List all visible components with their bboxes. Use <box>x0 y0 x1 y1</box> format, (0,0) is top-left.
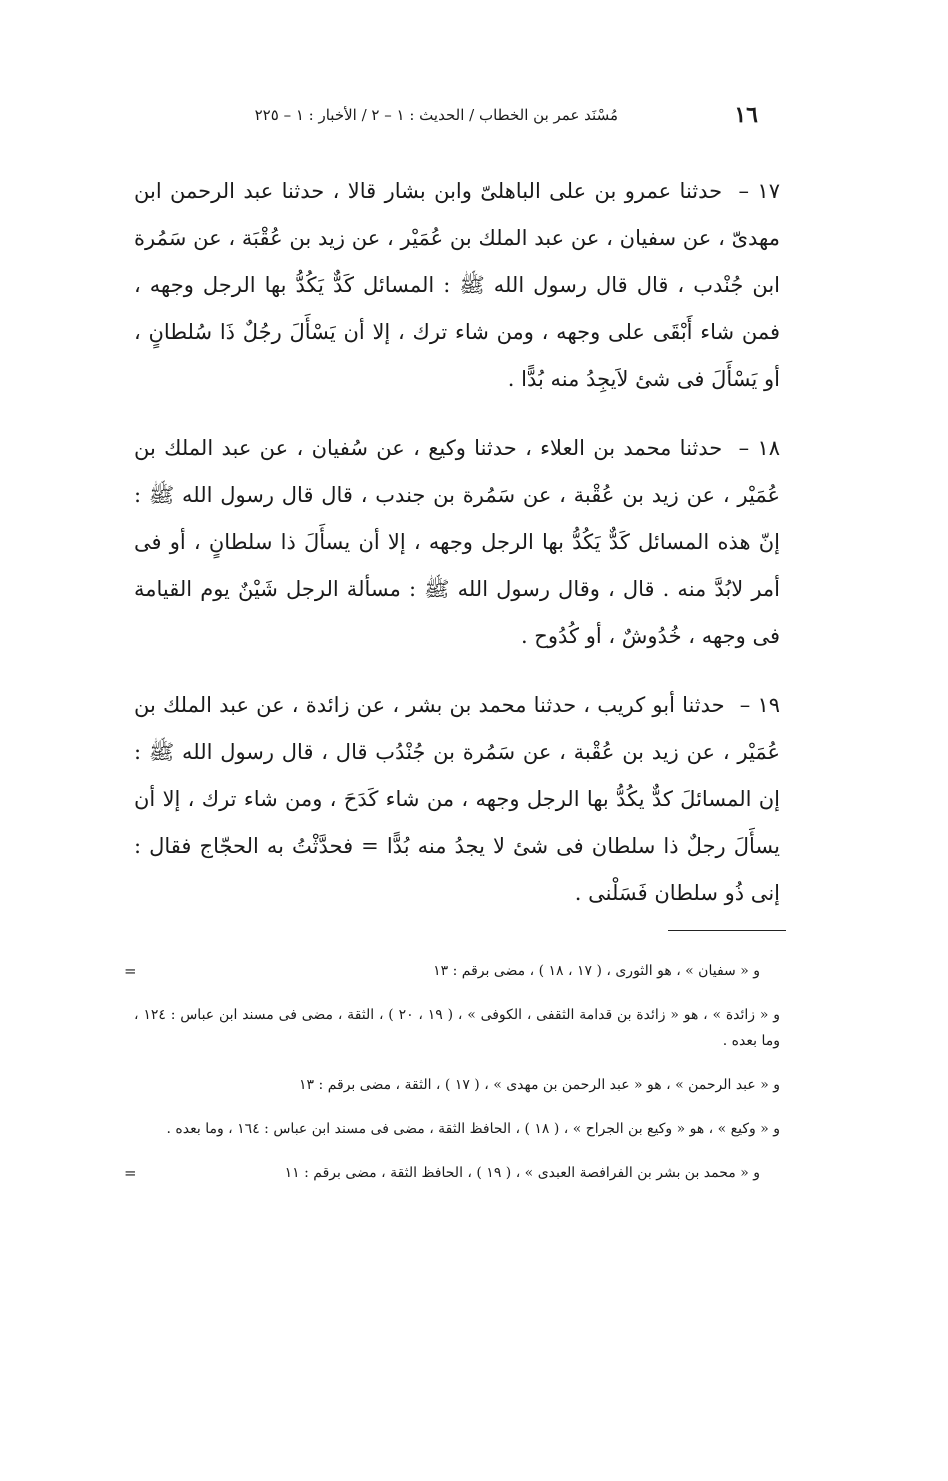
page-header <box>168 98 758 132</box>
footnote-text: و « زائدة » ، هو « زائدة بن قدامة الثقفى ، الكوفى » ، ( ١٩ ، ٢٠ ) ، الثقة ، مضى فى مسند ابن عباس : ١٢٤ ، وما بعده . <box>134 1007 780 1049</box>
hadith-number: ١٧ – <box>738 179 780 203</box>
continuation-mark: = <box>124 1164 137 1182</box>
main-text <box>134 168 780 939</box>
hadith-text: حدثنا أبو كريب ، حدثنا محمد بن بشر ، عن زائدة ، عن عبد الملك بن عُمَيْر ، عن زيد بن عُقْبة ، عن سَمُرة بن جُنْدُب قال ، قال رسول الله ﷺ : إن المسائلَ كدٌّ يكُدُّ بها الرجل وجهه ، من شاء كَدَحَ ، ومن شاء ترك ، إلا أن يسأَلَ رجلٌ ذا سلطان فى شئ لا يجدُ منه بُدًّا = فحدَّثْتُ به الحجّاج فقال : إنى ذُو سلطان فَسَلْنى . <box>134 693 780 905</box>
footnote-abdulrahman <box>134 1072 780 1098</box>
hadith-19 <box>134 682 780 917</box>
hadith-text: حدثنا عمرو بن على الباهلىّ وابن بشار قالا ، حدثنا عبد الرحمن ابن مهدىّ ، عن سفيان ، عن عبد الملك بن عُمَيْر ، عن زيد بن عُقْبَة ، عن سَمُرة ابن جُنْدب ، قال قال رسول الله ﷺ : المسائل كَدٌّ يَكُدُّ بها الرجل وجهه ، فمن شاء أَبْقَى على وجهه ، ومن شاء ترك ، إلا أن يَسْأَلَ رجُلٌ ذَا سُلطانٍ ، أو يَسْأَلَ فى شئ لاَيجِدُ منه بُدًّا . <box>134 179 780 391</box>
footnote-waki <box>134 1116 780 1142</box>
page-number: ١٦ <box>734 102 758 128</box>
footnote-text: و « سفيان » ، هو الثورى ، ( ١٧ ، ١٨ ) ، مضى برقم : ١٣ <box>433 963 760 979</box>
hadith-18 <box>134 425 780 660</box>
hadith-number: ١٨ – <box>738 436 780 460</box>
footnote-divider <box>668 930 786 931</box>
running-title: مُسْنَد عمر بن الخطاب / الحديث : ١ – ٢ / الأخبار : ١ – ٢٢٥ <box>254 106 618 124</box>
hadith-number: ١٩ – <box>739 693 780 717</box>
hadith-text: حدثنا محمد بن العلاء ، حدثنا وكيع ، عن سُفيان ، عن عبد الملك بن عُمَيْر ، عن زيد بن عُقْبة ، عن سَمُرة بن جندب ، قال قال رسول الله ﷺ : إنّ هذه المسائل كَدٌّ يَكُدُّ بها الرجل وجهه ، إلا أن يسأَلَ ذا سلطانٍ ، أو فى أمر لابُدَّ منه . قال ، وقال رسول الله ﷺ : مسألة الرجل شَيْنٌ يوم القيامة فى وجهه ، خُدُوشٌ ، أو كُدُوح . <box>134 436 780 648</box>
footnotes <box>124 958 780 1204</box>
footnote-zaida <box>134 1002 780 1054</box>
footnote-text: و « وكيع » ، هو « وكيع بن الجراح » ، ( ١٨ ) ، الحافظ الثقة ، مضى فى مسند ابن عباس : ١٦٤ ، وما بعده . <box>166 1121 780 1137</box>
footnote-text: و « عبد الرحمن » ، هو « عبد الرحمن بن مهدى » ، ( ١٧ ) ، الثقة ، مضى برقم : ١٣ <box>299 1077 780 1093</box>
continuation-mark: = <box>124 962 137 980</box>
hadith-17 <box>134 168 780 403</box>
footnote-muhammad-bishr <box>124 1160 780 1186</box>
footnote-text: و « محمد بن بشر بن الفرافصة العبدى » ، ( ١٩ ) ، الحافظ الثقة ، مضى برقم : ١١ <box>284 1165 760 1181</box>
footnote-sufyan <box>124 958 780 984</box>
